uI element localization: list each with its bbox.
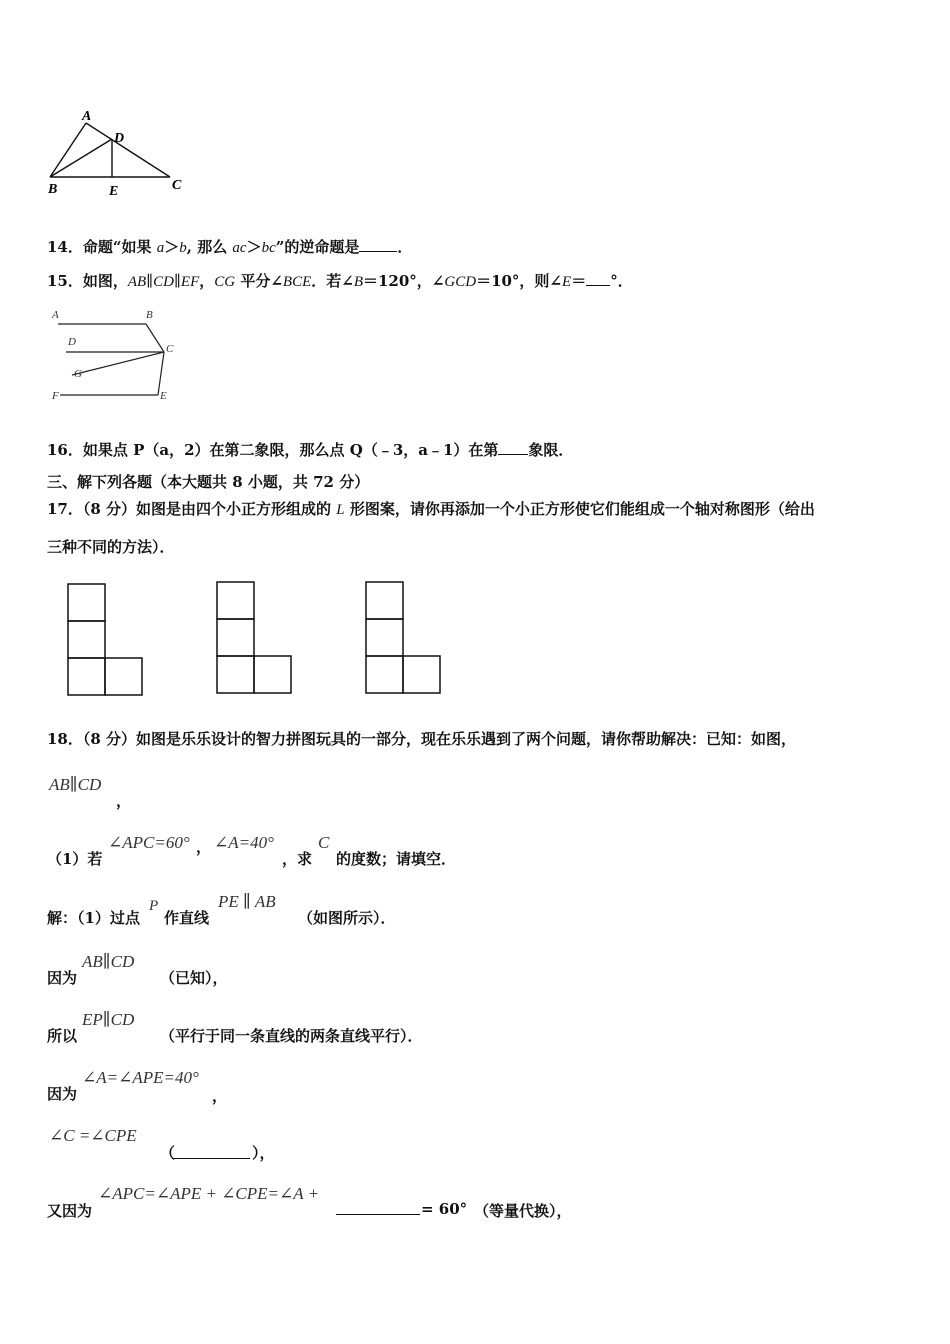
q14-answer-blank[interactable]	[359, 237, 397, 252]
label-b: B	[146, 309, 153, 321]
q17-text: （8 分）如图是由四个小正方形组成的	[82, 500, 337, 518]
q17-text-a: 形图案，请你再添加一个小正方形使它们能组成一个轴对称图形（给出	[344, 500, 815, 518]
q18-also-val: = 60°	[421, 1200, 468, 1218]
label-e: E	[160, 390, 167, 402]
q15-given: AB∥CD∥EF	[127, 274, 200, 290]
q18-given-comma: ，	[116, 792, 132, 810]
q15-text-d: ．若∠	[311, 272, 354, 290]
q15-e: E	[562, 274, 572, 290]
q14-var-ac: ac	[232, 240, 247, 256]
q18-angle-c-paren-open: （	[160, 1144, 176, 1162]
q18-solution-pe: PE ∥ AB	[218, 892, 276, 911]
question-15	[47, 270, 633, 291]
label-c: C	[172, 178, 182, 193]
q18-solution-label: 解：（1）过点	[47, 909, 140, 927]
q18-because2-math: ∠A=∠APE=40°	[82, 1068, 199, 1087]
question-17	[47, 498, 815, 519]
q18-part1-c: C	[318, 833, 330, 852]
q18-because1: 因为	[47, 969, 78, 987]
figure-triangle-abc	[40, 105, 200, 200]
q18-text: （8 分）如图是乐乐设计的智力拼图玩具的一部分，现在乐乐遇到了两个问题，请你帮助解决：已知：如图，	[82, 730, 797, 748]
question-14	[47, 236, 412, 257]
q15-b: B	[353, 274, 363, 290]
q18-angle-c: ∠C =∠CPE	[49, 1126, 137, 1145]
q18-so1-reason: （平行于同一条直线的两条直线平行）．	[160, 1027, 423, 1045]
q16-text: 如果点 P（a，2）在第二象限，那么点 Q（﹣3，a﹣1）在第	[82, 441, 499, 459]
q18-part1-ask: ，求	[282, 850, 313, 868]
label-f: F	[52, 390, 59, 402]
label-g: G	[74, 368, 82, 380]
q18-so1-math: EP∥CD	[82, 1010, 135, 1029]
q14-gt: ＞	[164, 238, 180, 256]
l-shape-figure-3[interactable]	[364, 580, 446, 696]
q15-gcd: GCD	[444, 274, 477, 290]
section-3-heading: 三、解下列各题（本大题共 8 小题，共 72 分）	[47, 473, 370, 491]
q16-answer-blank[interactable]	[498, 440, 528, 455]
label-e: E	[109, 184, 119, 199]
figure-parallel-lines	[46, 305, 186, 405]
label-a: A	[82, 109, 92, 124]
q15-number: 15．	[47, 272, 83, 290]
q14-var-a: a	[156, 240, 165, 256]
label-b: B	[48, 182, 58, 197]
q14-text-c: ”的逆命题是	[275, 238, 360, 256]
q17-l: L	[336, 502, 345, 518]
q15-text-g: ＝	[571, 272, 587, 290]
label-d: D	[68, 336, 76, 348]
q18-also-reason: （等量代换），	[474, 1202, 572, 1220]
question-17-cont: 三种不同的方法）．	[47, 538, 175, 556]
q18-also-answer-blank[interactable]	[336, 1200, 420, 1215]
question-18	[47, 728, 796, 749]
q18-solution-end: （如图所示）．	[298, 909, 396, 927]
q15-bce: BCE	[282, 274, 312, 290]
q18-solution-p: P	[149, 898, 159, 914]
q18-because2: 因为	[47, 1085, 78, 1103]
q14-gt2: ＞	[246, 238, 262, 256]
q15-text-e: ＝120°，∠	[363, 272, 445, 290]
l-shape-figure-1[interactable]	[66, 582, 148, 698]
q15-text-f: ＝10°，则∠	[476, 272, 563, 290]
q18-so1: 所以	[47, 1027, 78, 1045]
q16-number: 16．	[47, 441, 83, 459]
q18-solution-mid: 作直线	[164, 909, 210, 927]
q18-angle-c-paren-close: ），	[252, 1144, 275, 1162]
q16-end: 象限．	[528, 441, 574, 459]
q14-text: 命题“如果	[82, 238, 157, 256]
l-shape-figure-2[interactable]	[215, 580, 297, 696]
q18-also: 又因为	[47, 1202, 93, 1220]
q18-part1-sep: ，	[196, 838, 212, 856]
q18-part1-end: 的度数；请填空．	[336, 850, 457, 868]
label-a: A	[52, 309, 59, 321]
q15-cg: CG	[214, 274, 236, 290]
q18-part1-apc: ∠APC=60°	[108, 833, 190, 852]
q15-text-c: 平分∠	[235, 272, 283, 290]
q18-because1-math: AB∥CD	[82, 952, 135, 971]
question-16	[47, 439, 573, 460]
label-c: C	[166, 343, 174, 355]
q18-because1-reason: （已知），	[160, 969, 228, 987]
q18-number: 18．	[47, 730, 83, 748]
q14-number: 14．	[47, 238, 83, 256]
q18-given: AB∥CD	[49, 775, 102, 794]
q18-angle-c-answer-blank[interactable]	[172, 1144, 250, 1159]
q14-var-b: b	[179, 240, 187, 256]
q15-text: 如图，	[82, 272, 128, 290]
q14-end: ．	[397, 238, 413, 256]
q18-part1-label: （1）若	[47, 850, 103, 868]
label-d: D	[114, 131, 125, 146]
q15-end: °．	[610, 272, 633, 290]
q14-var-bc: bc	[261, 240, 276, 256]
q15-comma: ，	[199, 272, 215, 290]
q18-also-math: ∠APC=∠APE + ∠CPE=∠A +	[98, 1184, 320, 1203]
q17-number: 17．	[47, 500, 83, 518]
q18-part1-a: ∠A=40°	[214, 833, 274, 852]
q18-because2-end: ，	[212, 1087, 228, 1105]
q14-text-b: , 那么	[186, 238, 233, 256]
q15-answer-blank[interactable]	[586, 271, 610, 286]
